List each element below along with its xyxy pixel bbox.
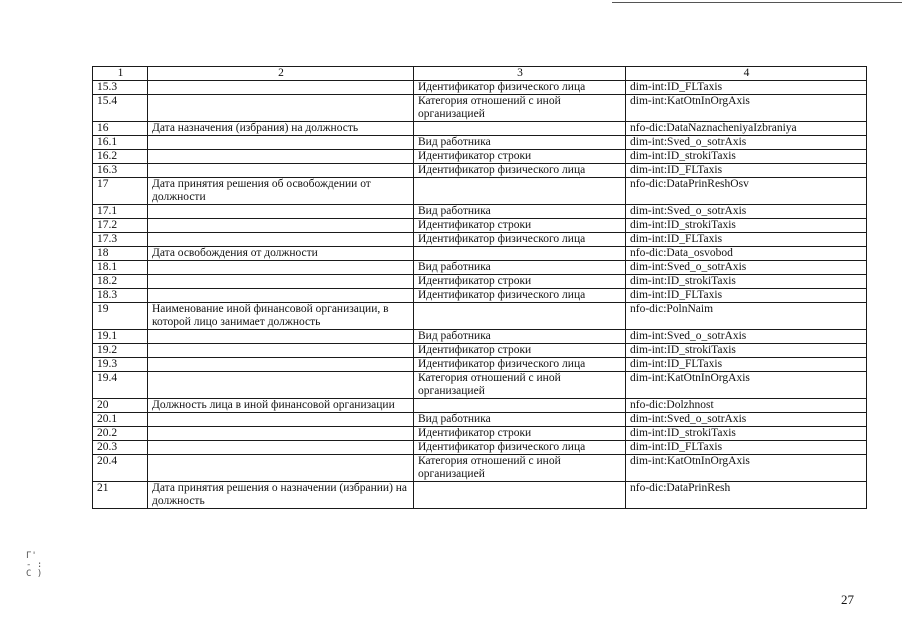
row-number-cell: 19.2	[93, 344, 148, 358]
axis-name-cell: Идентификатор строки	[414, 219, 626, 233]
table-row	[93, 95, 867, 122]
table-header-row	[93, 67, 867, 81]
indicator-name-cell	[148, 344, 414, 358]
code-cell: dim-int:ID_strokiTaxis	[626, 219, 867, 233]
indicator-name-cell	[148, 205, 414, 219]
row-number-cell: 16	[93, 122, 148, 136]
indicator-name-cell: Дата принятия решения об освобождении от должности	[148, 178, 414, 205]
code-cell: dim-int:KatOtnInOrgAxis	[626, 95, 867, 122]
indicator-name-cell	[148, 275, 414, 289]
code-cell: dim-int:ID_FLTaxis	[626, 358, 867, 372]
indicator-name-cell	[148, 95, 414, 122]
code-cell: dim-int:Sved_o_sotrAxis	[626, 136, 867, 150]
axis-name-cell: Идентификатор физического лица	[414, 164, 626, 178]
axis-name-cell: Категория отношений с иной организацией	[414, 95, 626, 122]
row-number-cell: 16.1	[93, 136, 148, 150]
table-row	[93, 275, 867, 289]
margin-mark: - :	[26, 560, 43, 570]
code-cell: dim-int:ID_FLTaxis	[626, 233, 867, 247]
code-cell: dim-int:ID_FLTaxis	[626, 164, 867, 178]
indicator-name-cell	[148, 427, 414, 441]
table-row	[93, 399, 867, 413]
row-number-cell: 15.4	[93, 95, 148, 122]
indicator-name-cell	[148, 136, 414, 150]
row-number-cell: 18.2	[93, 275, 148, 289]
top-rule	[612, 2, 902, 3]
row-number-cell: 17	[93, 178, 148, 205]
row-number-cell: 21	[93, 482, 148, 509]
margin-mark: Г'	[26, 551, 37, 561]
table-row	[93, 344, 867, 358]
axis-name-cell: Идентификатор физического лица	[414, 289, 626, 303]
table-row	[93, 164, 867, 178]
code-cell: dim-int:Sved_o_sotrAxis	[626, 413, 867, 427]
table-row	[93, 136, 867, 150]
axis-name-cell: Вид работника	[414, 413, 626, 427]
table-row	[93, 150, 867, 164]
row-number-cell: 19.1	[93, 330, 148, 344]
axis-name-cell	[414, 178, 626, 205]
axis-name-cell: Вид работника	[414, 261, 626, 275]
indicator-name-cell	[148, 441, 414, 455]
axis-name-cell: Идентификатор физического лица	[414, 441, 626, 455]
table-row	[93, 178, 867, 205]
code-cell: nfo-dic:DataNaznacheniyaIzbraniya	[626, 122, 867, 136]
code-cell: dim-int:ID_FLTaxis	[626, 81, 867, 95]
indicator-name-cell	[148, 372, 414, 399]
row-number-cell: 19	[93, 303, 148, 330]
axis-name-cell	[414, 399, 626, 413]
indicator-name-cell	[148, 164, 414, 178]
indicator-name-cell	[148, 81, 414, 95]
indicator-name-cell: Дата принятия решения о назначении (избрании) на должность	[148, 482, 414, 509]
table-row	[93, 233, 867, 247]
table-row	[93, 330, 867, 344]
table-row	[93, 247, 867, 261]
axis-name-cell: Идентификатор физического лица	[414, 233, 626, 247]
indicator-name-cell	[148, 330, 414, 344]
code-cell: dim-int:ID_strokiTaxis	[626, 275, 867, 289]
code-cell: dim-int:Sved_o_sotrAxis	[626, 261, 867, 275]
table-row	[93, 219, 867, 233]
code-cell: dim-int:KatOtnInOrgAxis	[626, 455, 867, 482]
table-row	[93, 205, 867, 219]
code-cell: dim-int:ID_strokiTaxis	[626, 150, 867, 164]
axis-name-cell: Категория отношений с иной организацией	[414, 372, 626, 399]
indicator-name-cell	[148, 289, 414, 303]
axis-name-cell: Идентификатор строки	[414, 150, 626, 164]
code-cell: dim-int:KatOtnInOrgAxis	[626, 372, 867, 399]
axis-name-cell: Категория отношений с иной организацией	[414, 455, 626, 482]
header-col-2: 2	[148, 67, 414, 81]
indicator-name-cell	[148, 358, 414, 372]
table-row	[93, 81, 867, 95]
code-cell: nfo-dic:PolnNaim	[626, 303, 867, 330]
code-cell: nfo-dic:DataPrinReshOsv	[626, 178, 867, 205]
table-body	[93, 81, 867, 509]
code-cell: dim-int:ID_strokiTaxis	[626, 427, 867, 441]
row-number-cell: 19.3	[93, 358, 148, 372]
table-row	[93, 358, 867, 372]
document-table	[92, 66, 867, 509]
row-number-cell: 18.3	[93, 289, 148, 303]
row-number-cell: 16.2	[93, 150, 148, 164]
row-number-cell: 20	[93, 399, 148, 413]
row-number-cell: 20.1	[93, 413, 148, 427]
header-col-1: 1	[93, 67, 148, 81]
code-cell: nfo-dic:Dolzhnost	[626, 399, 867, 413]
axis-name-cell	[414, 247, 626, 261]
indicator-name-cell	[148, 413, 414, 427]
header-col-4: 4	[626, 67, 867, 81]
axis-name-cell	[414, 303, 626, 330]
row-number-cell: 18	[93, 247, 148, 261]
axis-name-cell	[414, 122, 626, 136]
row-number-cell: 18.1	[93, 261, 148, 275]
row-number-cell: 20.2	[93, 427, 148, 441]
axis-name-cell: Идентификатор строки	[414, 344, 626, 358]
axis-name-cell: Вид работника	[414, 136, 626, 150]
row-number-cell: 20.4	[93, 455, 148, 482]
table-row	[93, 122, 867, 136]
table-row	[93, 413, 867, 427]
margin-marks	[26, 552, 42, 579]
code-cell: dim-int:Sved_o_sotrAxis	[626, 330, 867, 344]
axis-name-cell: Идентификатор строки	[414, 427, 626, 441]
axis-name-cell: Идентификатор строки	[414, 275, 626, 289]
header-col-3: 3	[414, 67, 626, 81]
indicator-name-cell: Должность лица в иной финансовой организации	[148, 399, 414, 413]
code-cell: nfo-dic:DataPrinResh	[626, 482, 867, 509]
page-number: 27	[841, 592, 854, 607]
table-row	[93, 372, 867, 399]
row-number-cell: 20.3	[93, 441, 148, 455]
table-row	[93, 427, 867, 441]
row-number-cell: 17.1	[93, 205, 148, 219]
indicator-name-cell	[148, 261, 414, 275]
table-row	[93, 482, 867, 509]
code-cell: dim-int:Sved_o_sotrAxis	[626, 205, 867, 219]
indicator-name-cell: Наименование иной финансовой организации, в которой лицо занимает должность	[148, 303, 414, 330]
row-number-cell: 16.3	[93, 164, 148, 178]
indicator-name-cell: Дата освобождения от должности	[148, 247, 414, 261]
code-cell: nfo-dic:Data_osvobod	[626, 247, 867, 261]
axis-name-cell: Вид работника	[414, 330, 626, 344]
table-row	[93, 455, 867, 482]
indicator-name-cell	[148, 219, 414, 233]
margin-mark: С )	[26, 569, 43, 579]
table-row	[93, 441, 867, 455]
row-number-cell: 15.3	[93, 81, 148, 95]
indicator-name-cell	[148, 233, 414, 247]
axis-name-cell	[414, 482, 626, 509]
axis-name-cell: Вид работника	[414, 205, 626, 219]
row-number-cell: 17.2	[93, 219, 148, 233]
axis-name-cell: Идентификатор физического лица	[414, 81, 626, 95]
row-number-cell: 19.4	[93, 372, 148, 399]
axis-name-cell: Идентификатор физического лица	[414, 358, 626, 372]
table-row	[93, 303, 867, 330]
code-cell: dim-int:ID_FLTaxis	[626, 441, 867, 455]
code-cell: dim-int:ID_FLTaxis	[626, 289, 867, 303]
row-number-cell: 17.3	[93, 233, 148, 247]
indicator-name-cell	[148, 455, 414, 482]
indicator-name-cell: Дата назначения (избрания) на должность	[148, 122, 414, 136]
table-row	[93, 261, 867, 275]
table-row	[93, 289, 867, 303]
code-cell: dim-int:ID_strokiTaxis	[626, 344, 867, 358]
indicator-name-cell	[148, 150, 414, 164]
